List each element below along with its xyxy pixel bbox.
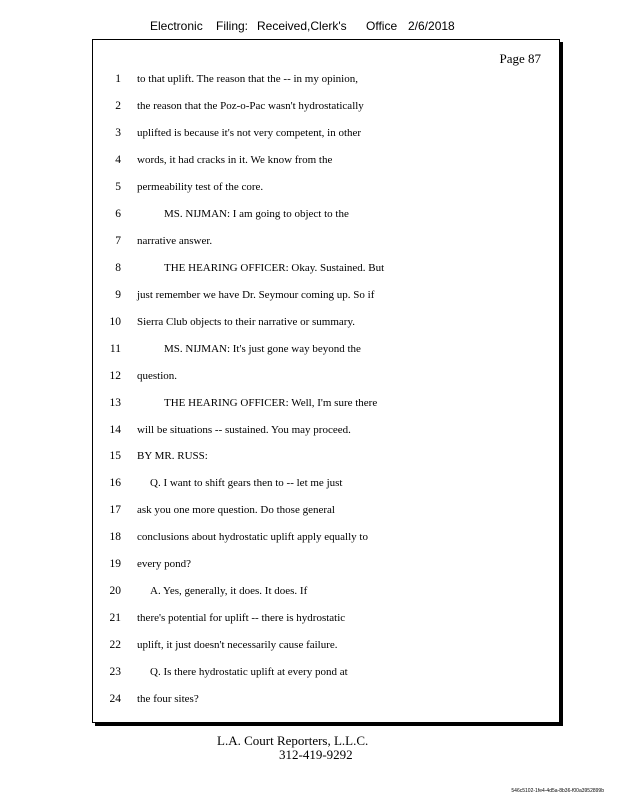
line-text: Sierra Club objects to their narrative or summary. [137,316,356,328]
line-text: conclusions about hydrostatic uplift apply equally to [137,531,368,543]
transcript-line [93,477,559,495]
header-word-electronic: Electronic [150,19,203,33]
document-id: 546c5102-1fe4-4d5a-8b36-f00a3952899b [511,788,604,794]
line-text: THE HEARING OFFICER: Okay. Sustained. But [164,262,385,274]
line-number: 15 [109,450,121,462]
line-text: question. [137,370,178,382]
line-number: 13 [109,397,121,409]
line-text: MS. NIJMAN: I am going to object to the [164,208,349,220]
transcript-line [93,208,559,226]
transcript-line [93,127,559,145]
line-number: 3 [115,127,121,139]
line-number: 2 [115,100,121,112]
line-number: 12 [109,370,121,382]
line-text: MS. NIJMAN: It's just gone way beyond the [164,343,361,355]
line-text: A. Yes, generally, it does. It does. If [150,585,308,597]
line-text: just remember we have Dr. Seymour coming up. So if [137,289,375,301]
line-text: ask you one more question. Do those general [137,504,335,516]
line-text: to that uplift. The reason that the -- in my opinion, [137,73,358,85]
transcript-line [93,504,559,522]
reporter-company: L.A. Court Reporters, L.L.C. [217,733,369,748]
transcript-line [93,289,559,307]
line-text: there's potential for uplift -- there is hydrostatic [137,612,346,624]
line-number: 10 [109,316,121,328]
transcript-line [93,585,559,603]
line-number: 7 [115,235,121,247]
transcript-line [93,639,559,657]
transcript-line [93,181,559,199]
header-word-office: Office [366,19,398,33]
transcript-line [93,612,559,630]
line-text: every pond? [137,558,192,570]
line-number: 20 [109,585,121,597]
transcript-line [93,450,559,468]
line-text: uplift, it just doesn't necessarily cause failure. [137,639,338,651]
line-number: 4 [115,154,121,166]
line-number: 23 [109,666,121,678]
line-number: 11 [109,343,121,355]
line-number: 18 [109,531,121,543]
transcript-line [93,262,559,280]
line-number: 19 [109,558,121,570]
line-text: Q. Is there hydrostatic uplift at every pond at [150,666,348,678]
header-word-received: Received,Clerk's [257,19,347,33]
reporter-phone: 312-419-9292 [279,747,353,762]
line-text: will be situations -- sustained. You may proceed. [137,424,351,436]
line-text: permeability test of the core. [137,181,264,193]
line-number: 8 [115,262,121,274]
line-text: BY MR. RUSS: [137,450,208,462]
header-word-filing: Filing: [216,19,249,33]
line-number: 16 [109,477,121,489]
line-text: words, it had cracks in it. We know from the [137,154,333,166]
line-number: 21 [109,612,121,624]
line-number: 5 [115,181,121,193]
transcript-line [93,154,559,172]
line-text: narrative answer. [137,235,213,247]
transcript-page [92,39,560,723]
line-number: 22 [109,639,121,651]
line-number: 6 [115,208,121,220]
line-text: the reason that the Poz-o-Pac wasn't hydrostatically [137,100,364,112]
transcript-line [93,73,559,91]
line-text: THE HEARING OFFICER: Well, I'm sure there [164,397,378,409]
header-date: 2/6/2018 [408,19,455,33]
transcript-line [93,693,559,711]
transcript-line [93,370,559,388]
transcript-line [93,397,559,415]
transcript-line [93,531,559,549]
line-text: uplifted is because it's not very competent, in other [137,127,362,139]
line-number: 1 [115,73,121,85]
transcript-line [93,666,559,684]
line-number: 24 [109,693,121,705]
transcript-line [93,235,559,253]
transcript-line [93,424,559,442]
transcript-line [93,100,559,118]
line-text: the four sites? [137,693,199,705]
page-number: Page 87 [499,51,541,66]
transcript-line [93,316,559,334]
efiling-header [0,19,618,39]
transcript-line [93,558,559,576]
line-text: Q. I want to shift gears then to -- let me just [150,477,343,489]
transcript-line [93,343,559,361]
line-number: 17 [109,504,121,516]
line-number: 9 [115,289,121,301]
line-number: 14 [109,424,121,436]
